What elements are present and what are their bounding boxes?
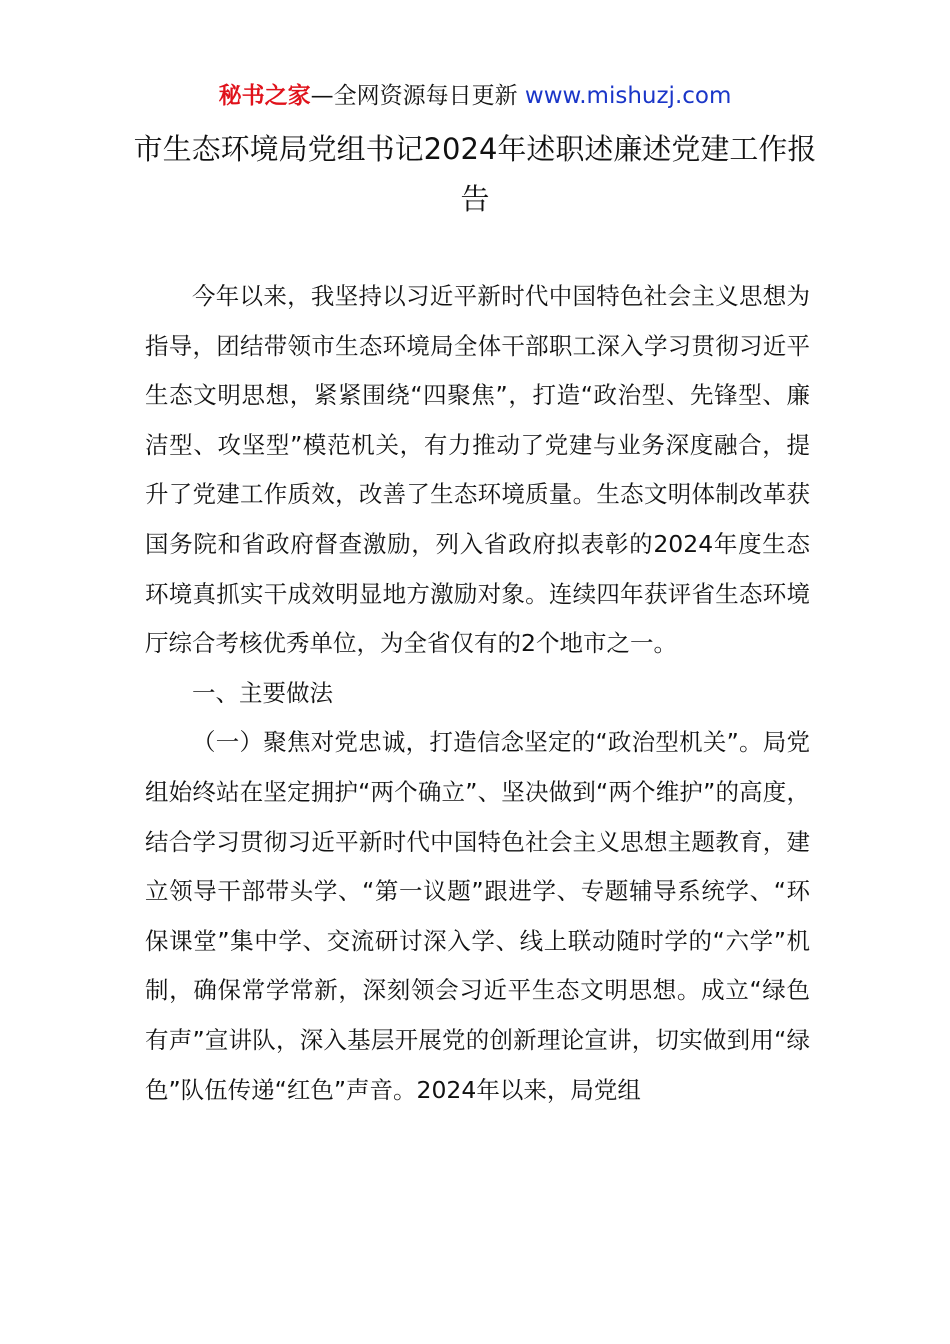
site-url[interactable]: www.mishuzj.com — [524, 83, 732, 109]
document-body — [145, 272, 810, 1115]
section-heading: 一、主要做法 — [192, 678, 333, 707]
body-paragraph: （一）聚焦对党忠诚，打造信念坚定的“政治型机关”。局党组始终站在坚定拥护“两个确立”、坚决做到“两个维护”的高度，结合学习贯彻习近平新时代中国特色社会主义思想主题教育，建立领导干部带头学、“第一议题”跟进学、专题辅导系统学、“环保课堂”集中学、交流研讨深入学、线上联动随时学的“六学”机制，确保常学常新，深刻领会习近平生态文明思想。成立“绿色有声”宣讲队，深入基层开展党的创新理论宣讲，切实做到用“绿色”队伍传递“红色”声音。2024年以来，局党组 — [145, 728, 810, 1104]
brand-name: 秘书之家 — [218, 83, 311, 109]
intro-paragraph: 今年以来，我坚持以习近平新时代中国特色社会主义思想为指导，团结带领市生态环境局全体干部职工深入学习贯彻习近平生态文明思想，紧紧围绕“四聚焦”，打造“政治型、先锋型、廉洁型、攻坚型”模范机关，有力推动了党建与业务深度融合，提升了党建工作质效，改善了生态环境质量。生态文明体制改革获国务院和省政府督查激励，列入省政府拟表彰的2024年度生态环境真抓实干成效明显地方激励对象。连续四年获评省生态环境厅综合考核优秀单位，为全省仅有的2个地市之一。 — [145, 282, 810, 658]
site-header — [0, 80, 950, 112]
document-title: 市生态环境局党组书记2024年述职述廉述党建工作报告 — [133, 132, 817, 216]
header-tagline: —全网资源每日更新 — [310, 83, 518, 109]
